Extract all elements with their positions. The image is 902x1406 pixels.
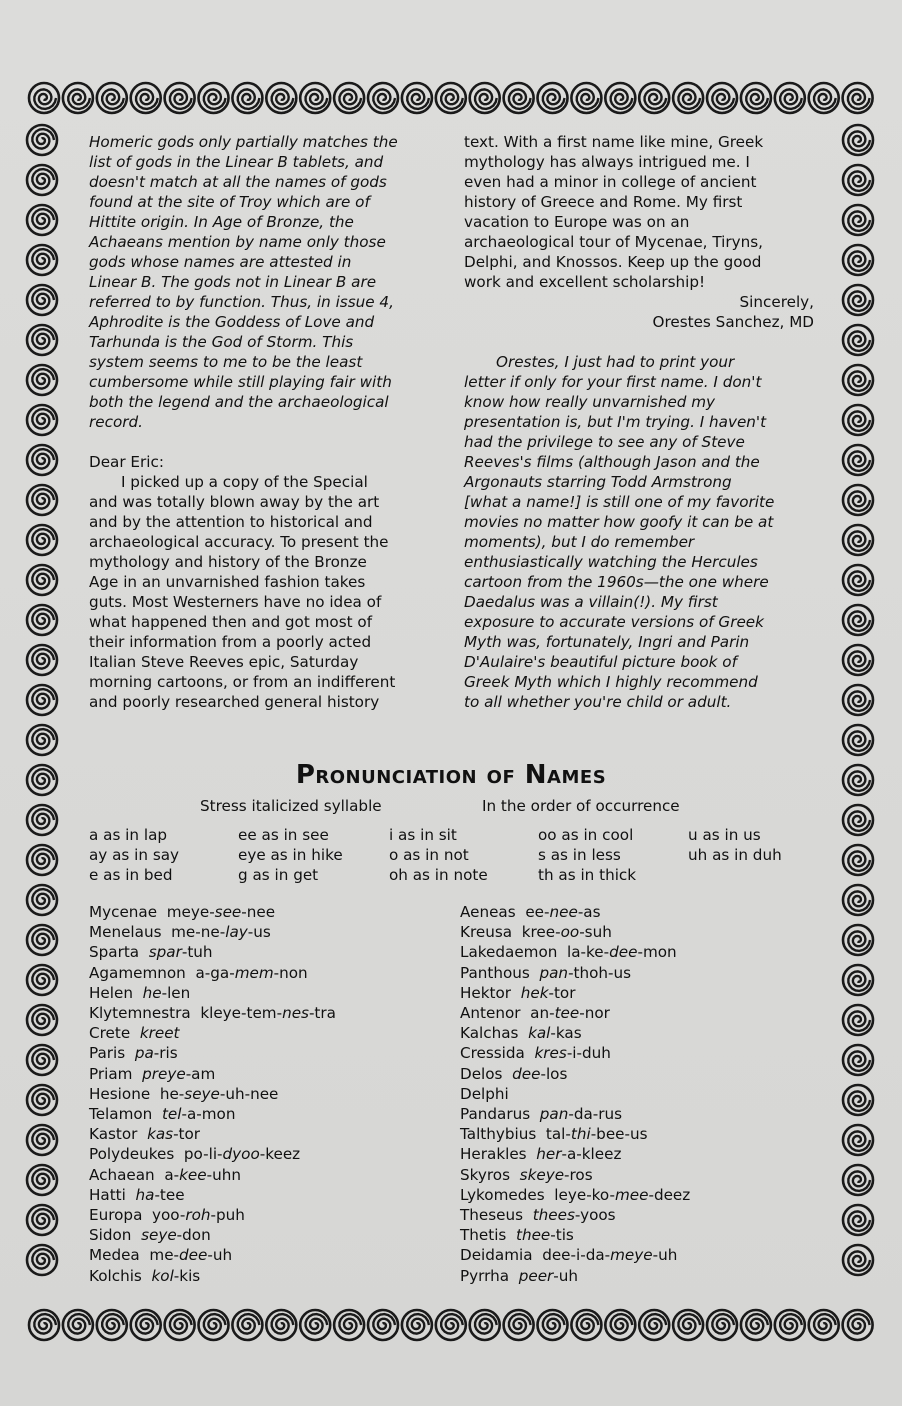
syllable: -tis: [550, 1226, 574, 1245]
pronunciation-key-entry: th as in thick: [538, 866, 637, 884]
text-line: [what a name!] is still one of my favorite: [464, 493, 775, 511]
name-text: Kolchis: [89, 1266, 142, 1285]
stressed-syllable: hek: [520, 983, 549, 1002]
stressed-syllable: oo: [560, 923, 580, 942]
text-line: had the privilege to see any of Steve: [464, 433, 745, 451]
name-entry: [89, 1165, 336, 1185]
syllable: -mon: [637, 943, 677, 962]
name-text: Paris: [89, 1044, 126, 1063]
text-line: record.: [89, 413, 143, 431]
text-line: D'Aulaire's beautiful picture book of: [464, 653, 737, 671]
name-entry: [89, 1043, 336, 1063]
name-text: Klytemnestra: [89, 1004, 191, 1023]
syllable: -tra: [308, 1004, 336, 1023]
stressed-syllable: dee: [179, 1246, 208, 1265]
name-entry: [460, 1064, 690, 1084]
text-line: Linear B. The gods not in Linear B are: [89, 273, 377, 291]
name-text: Priam: [89, 1064, 133, 1083]
stressed-syllable: dee: [512, 1064, 541, 1083]
text-line: found at the site of Troy which are of: [89, 193, 370, 211]
name-text: Sparta: [89, 943, 140, 962]
text-line: and poorly researched general history: [89, 693, 380, 711]
stressed-syllable: kreet: [139, 1024, 180, 1043]
name-entry: [460, 1043, 690, 1063]
text-line: even had a minor in college of ancient: [464, 173, 757, 191]
text-line: both the legend and the archaeological: [89, 393, 389, 411]
syllable: -len: [161, 983, 191, 1002]
pronunciation-key-entry: oo as in cool: [538, 826, 634, 844]
stressed-syllable: pan: [539, 963, 569, 982]
pronunciation-subtitle-right: In the order of occurrence: [482, 797, 680, 815]
syllable: -don: [176, 1226, 211, 1245]
syllable: -us: [247, 923, 271, 942]
name-entry: [89, 963, 336, 983]
syllable: -uh-nee: [219, 1084, 279, 1103]
syllable: meye-: [166, 903, 215, 921]
syllable: -ros: [564, 1165, 593, 1184]
text-line: I picked up a copy of the Special: [121, 473, 368, 491]
name-text: Medea: [89, 1246, 140, 1265]
name-entry: [89, 1124, 336, 1144]
name-entry: [460, 1185, 690, 1205]
syllable: me-: [149, 1246, 180, 1265]
syllable: dee-i-da-: [542, 1246, 611, 1265]
name-entry: [89, 1104, 336, 1124]
text-line: cumbersome while still playing fair with: [89, 373, 392, 391]
stressed-syllable: seye: [141, 1226, 177, 1245]
stressed-syllable: pa: [134, 1044, 154, 1063]
syllable: -ris: [153, 1044, 178, 1063]
text-line: Tarhunda is the God of Storm. This: [89, 333, 354, 351]
pronunciation-key-entry: e as in bed: [89, 866, 173, 884]
editor-reply: [464, 352, 814, 712]
name-text: Talthybius: [460, 1125, 537, 1144]
text-line: Daedalus was a villain(!). My first: [464, 593, 718, 611]
pronunciation-key-column: [89, 825, 179, 885]
text-line: mythology and history of the Bronze: [89, 553, 367, 571]
name-entry: [460, 1165, 690, 1185]
name-entry: [460, 922, 690, 942]
editor-note-continuation: [89, 132, 441, 432]
syllable: -i-duh: [566, 1044, 611, 1063]
name-text: Agamemnon: [89, 963, 186, 982]
pronunciation-key-entry: uh as in duh: [688, 846, 782, 864]
syllable: -am: [185, 1064, 216, 1083]
letter-body-continued: [464, 132, 814, 292]
name-entry: [89, 1205, 336, 1225]
syllable: -uhn: [206, 1165, 241, 1184]
syllable: -tuh: [181, 943, 213, 962]
stressed-syllable: he: [142, 983, 162, 1002]
pronunciation-key-entry: g as in get: [238, 866, 319, 884]
text-line: archaeological accuracy. To present the: [89, 533, 389, 551]
syllable: -uh: [553, 1266, 579, 1285]
text-line: letter if only for your first name. I don't: [464, 373, 762, 391]
pronunciation-key-entry: a as in lap: [89, 826, 168, 844]
pronunciation-key-entry: s as in less: [538, 846, 621, 864]
text-line: Greek Myth which I highly recommend: [464, 673, 758, 691]
text-line: work and excellent scholarship!: [464, 273, 706, 291]
syllable: -tee: [154, 1185, 185, 1204]
stressed-syllable: ha: [135, 1185, 155, 1204]
stressed-syllable: dyoo: [222, 1145, 260, 1164]
pronunciation-subtitle-left: Stress italicized syllable: [200, 797, 382, 815]
syllable: -tor: [548, 983, 576, 1002]
name-entry: [89, 1245, 336, 1265]
syllable: leye-ko-: [554, 1185, 615, 1204]
name-text: Skyros: [460, 1165, 510, 1184]
text-line: Age in an unvarnished fashion takes: [89, 573, 366, 591]
name-text: Helen: [89, 983, 133, 1002]
name-text: Lakedaemon: [460, 943, 558, 962]
syllable: an-: [530, 1004, 555, 1023]
name-entry: [460, 1245, 690, 1265]
stressed-syllable: tee: [554, 1004, 580, 1023]
name-text: Hatti: [89, 1185, 126, 1204]
text-line: Argonauts starring Todd Armstrong: [464, 473, 732, 491]
name-text: Panthous: [460, 963, 530, 982]
text-line: enthusiastically watching the Hercules: [464, 553, 758, 571]
name-text: Delphi: [460, 1084, 509, 1103]
text-line: Orestes, I just had to print your: [496, 353, 735, 371]
text-line: morning cartoons, or from an indifferent: [89, 673, 396, 691]
text-line: archaeological tour of Mycenae, Tiryns,: [464, 233, 763, 251]
syllable: tal-: [545, 1125, 571, 1144]
text-line: movies no matter how goofy it can be at: [464, 513, 774, 531]
name-text: Delos: [460, 1064, 503, 1083]
name-text: Polydeukes: [89, 1145, 175, 1164]
stressed-syllable: nes: [282, 1004, 309, 1023]
stressed-syllable: seye: [184, 1084, 220, 1103]
name-entry: [89, 1064, 336, 1084]
name-text: Antenor: [460, 1004, 521, 1023]
stressed-syllable: kee: [179, 1165, 207, 1184]
syllable: -uh: [652, 1246, 678, 1265]
stressed-syllable: her: [536, 1145, 562, 1164]
text-line: text. With a first name like mine, Greek: [464, 133, 764, 151]
name-entry: [89, 1084, 336, 1104]
name-entry: [89, 983, 336, 1003]
name-text: Telamon: [89, 1105, 153, 1124]
name-entry: [89, 922, 336, 942]
stressed-syllable: dee: [609, 943, 638, 962]
pronunciation-key-entry: u as in us: [688, 826, 761, 844]
pronunciation-key-column: [238, 825, 343, 885]
syllable: a-ga-: [195, 963, 235, 982]
stressed-syllable: peer: [518, 1266, 554, 1285]
name-entry: [89, 1003, 336, 1023]
name-text: Hektor: [460, 983, 512, 1002]
stressed-syllable: lay: [225, 923, 248, 942]
text-line: Reeves's films (although Jason and the: [464, 453, 760, 471]
syllable: po-li-: [183, 1145, 223, 1164]
stressed-syllable: kres: [534, 1044, 567, 1063]
text-line: Delphi, and Knossos. Keep up the good: [464, 253, 762, 271]
text-line: Hittite origin. In Age of Bronze, the: [89, 213, 354, 231]
letter-salutation: Dear Eric:: [89, 453, 164, 471]
name-entry: [460, 1003, 690, 1023]
syllable: -non: [273, 963, 308, 982]
text-line: Italian Steve Reeves epic, Saturday: [89, 653, 359, 671]
syllable: me-ne-: [171, 923, 226, 942]
text-line: exposure to accurate versions of Greek: [464, 613, 764, 631]
syllable: -yoos: [574, 1206, 616, 1225]
text-line: and was totally blown away by the art: [89, 493, 380, 511]
stressed-syllable: thi: [570, 1125, 591, 1144]
syllable: -deez: [648, 1185, 691, 1204]
text-line: referred to by function. Thus, in issue 4,: [89, 293, 394, 311]
letter-closing: Sincerely,: [739, 293, 814, 311]
text-line: Achaeans mention by name only those: [89, 233, 386, 251]
text-line: what happened then and got most of: [89, 613, 373, 631]
text-line: guts. Most Westerners have no idea of: [89, 593, 382, 611]
pronunciation-key-entry: eye as in hike: [238, 846, 343, 864]
syllable: -a-mon: [181, 1105, 236, 1124]
name-entry: [460, 1104, 690, 1124]
syllable: -nor: [579, 1004, 610, 1023]
syllable: -tor: [173, 1125, 201, 1144]
stressed-syllable: nee: [549, 903, 578, 921]
stressed-syllable: tel: [161, 1105, 182, 1124]
name-entry: [89, 1185, 336, 1205]
text-line: know how really unvarnished my: [464, 393, 716, 411]
syllable: -bee-us: [590, 1125, 648, 1144]
text-line: Myth was, fortunately, Ingri and Parin: [464, 633, 750, 651]
stressed-syllable: kol: [151, 1266, 174, 1285]
name-entry: [89, 1144, 336, 1164]
syllable: -uh: [207, 1246, 233, 1265]
pronunciation-key-entry: o as in not: [389, 846, 469, 864]
pronunciation-key-entry: ee as in see: [238, 826, 329, 844]
stressed-syllable: preye: [142, 1064, 186, 1083]
pronunciation-key-column: [538, 825, 636, 885]
name-text: Lykomedes: [460, 1185, 545, 1204]
letter-column-left: [89, 132, 441, 712]
name-text: Pandarus: [460, 1105, 531, 1124]
name-entry: [460, 902, 690, 922]
name-text: Herakles: [460, 1145, 527, 1164]
letter-body: [89, 472, 441, 712]
pronunciation-key-entry: ay as in say: [89, 846, 180, 864]
name-entry: [460, 1205, 690, 1225]
pronunciation-key-column: [389, 825, 488, 885]
syllable: -kas: [550, 1024, 582, 1043]
syllable: la-ke-: [567, 943, 610, 962]
syllable: kleye-tem-: [200, 1004, 283, 1023]
name-entry: [89, 1023, 336, 1043]
pronunciation-key-entry: i as in sit: [389, 826, 457, 844]
names-list-right: [460, 902, 690, 1286]
name-text: Cressida: [460, 1044, 525, 1063]
stressed-syllable: see: [214, 903, 242, 921]
name-text: Kalchas: [460, 1024, 519, 1043]
text-line: Homeric gods only partially matches the: [89, 133, 398, 151]
name-text: Thetis: [460, 1226, 507, 1245]
name-text: Mycenae: [89, 903, 158, 921]
stressed-syllable: kal: [528, 1024, 551, 1043]
text-line: list of gods in the Linear B tablets, and: [89, 153, 384, 171]
letter-column-right: [464, 132, 814, 712]
text-line: moments), but I do remember: [464, 533, 695, 551]
text-line: history of Greece and Rome. My first: [464, 193, 743, 211]
name-entry: [89, 902, 336, 922]
syllable: yoo-: [152, 1206, 186, 1225]
name-text: Menelaus: [89, 923, 162, 942]
text-line: cartoon from the 1960s—the one where: [464, 573, 769, 591]
name-text: Achaean: [89, 1165, 155, 1184]
text-line: to all whether you're child or adult.: [464, 693, 732, 711]
text-line: mythology has always intrigued me. I: [464, 153, 750, 171]
name-entry: [89, 1225, 336, 1245]
pronunciation-title: Pronunciation of Names: [295, 760, 607, 790]
syllable: -nee: [241, 903, 276, 921]
names-list-left: [89, 902, 336, 1286]
stressed-syllable: spar: [148, 943, 182, 962]
stressed-syllable: skeye: [519, 1165, 565, 1184]
name-entry: [89, 942, 336, 962]
text-line: their information from a poorly acted: [89, 633, 372, 651]
syllable: ee-: [525, 903, 550, 921]
name-text: Kastor: [89, 1125, 138, 1144]
name-entry: [89, 1266, 336, 1286]
name-entry: [460, 942, 690, 962]
stressed-syllable: thee: [516, 1226, 551, 1245]
name-entry: [460, 1023, 690, 1043]
name-text: Hesione: [89, 1084, 151, 1103]
stressed-syllable: roh: [185, 1206, 211, 1225]
stressed-syllable: kas: [147, 1125, 174, 1144]
syllable: -a-kleez: [561, 1145, 622, 1164]
name-entry: [460, 1225, 690, 1245]
name-entry: [460, 1084, 690, 1104]
text-line: and by the attention to historical and: [89, 513, 373, 531]
name-entry: [460, 1144, 690, 1164]
text-line: doesn't match at all the names of gods: [89, 173, 387, 191]
syllable: -thoh-us: [568, 963, 632, 982]
name-entry: [460, 983, 690, 1003]
syllable: -as: [577, 903, 601, 921]
name-text: Crete: [89, 1024, 131, 1043]
name-text: Europa: [89, 1206, 143, 1225]
syllable: he-: [159, 1084, 185, 1103]
syllable: -keez: [259, 1145, 301, 1164]
stressed-syllable: pan: [539, 1105, 569, 1124]
syllable: kree-: [521, 923, 561, 942]
syllable: -puh: [210, 1206, 245, 1225]
text-line: system seems to me to be the least: [89, 353, 363, 371]
stressed-syllable: mem: [234, 963, 274, 982]
name-text: Pyrrha: [460, 1266, 510, 1285]
name-text: Kreusa: [460, 923, 513, 942]
name-text: Sidon: [89, 1226, 132, 1245]
syllable: -kis: [173, 1266, 201, 1285]
name-text: Aeneas: [460, 903, 516, 921]
name-entry: [460, 963, 690, 983]
text-line: presentation is, but I'm trying. I haven't: [464, 413, 767, 431]
syllable: -los: [540, 1064, 568, 1083]
pronunciation-key-column: [688, 825, 782, 865]
syllable: -da-rus: [568, 1105, 623, 1124]
name-entry: [460, 1124, 690, 1144]
name-text: Theseus: [460, 1206, 524, 1225]
syllable: a-: [164, 1165, 180, 1184]
letter-signature: Orestes Sanchez, MD: [652, 313, 814, 331]
syllable: -suh: [579, 923, 612, 942]
stressed-syllable: mee: [614, 1185, 649, 1204]
text-line: vacation to Europe was on an: [464, 213, 690, 231]
name-text: Deidamia: [460, 1246, 533, 1265]
name-entry: [460, 1266, 690, 1286]
stressed-syllable: thees: [532, 1206, 575, 1225]
text-line: gods whose names are attested in: [89, 253, 352, 271]
text-line: Aphrodite is the Goddess of Love and: [89, 313, 375, 331]
pronunciation-key-entry: oh as in note: [389, 866, 488, 884]
stressed-syllable: meye: [610, 1246, 653, 1265]
